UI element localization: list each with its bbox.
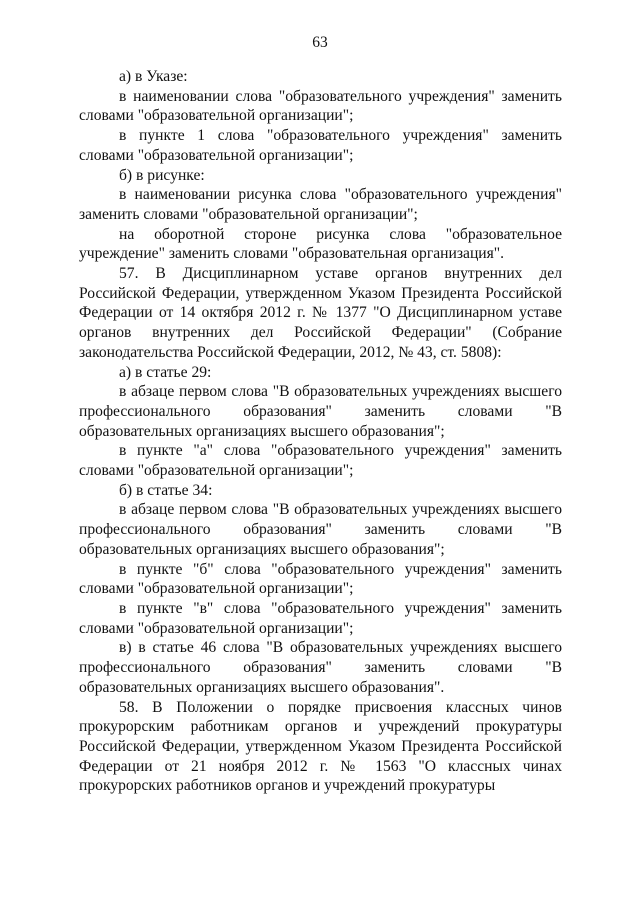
paragraph: в абзаце первом слова "В образовательных учреждениях высшего профессионального образования" заменить словами "В образовательных организациях высшего образования"; — [79, 383, 562, 440]
paragraph: в пункте "в" слова "образовательного учреждения" заменить словами "образовательной организации"; — [79, 599, 562, 637]
paragraph: б) в рисунке: — [119, 166, 205, 184]
paragraph: в) в статье 46 слова "В образовательных учреждениях высшего профессионального образования" заменить словами "В образовательных организациях высшего образования". — [79, 639, 562, 696]
document-body — [79, 67, 562, 796]
paragraph: в наименовании рисунка слова "образовательного учреждения" заменить словами "образовательной организации"; — [79, 186, 562, 223]
paragraph: б) в статье 34: — [119, 481, 213, 499]
paragraph: 58. В Положении о порядке присвоения классных чинов прокурорским работникам органов и учреждений прокуратуры Российской Федерации, утвержденном Указом Президента Российской Федерации от 21 ноября 2012 г. № 1563 "О классных чинах прокурорских работников органов и учреждений прокуратуры — [79, 698, 562, 795]
paragraph: а) в статье 29: — [119, 363, 212, 381]
paragraph: а) в Указе: — [119, 68, 188, 85]
paragraph: в пункте "б" слова "образовательного учреждения" заменить словами "образовательной организации"; — [79, 560, 562, 598]
paragraph: в пункте "а" слова "образовательного учреждения" заменить словами "образовательной организации"; — [79, 442, 562, 480]
paragraph: в абзаце первом слова "В образовательных учреждениях высшего профессионального образования" заменить словами "В образовательных организациях высшего образования"; — [79, 501, 562, 558]
paragraph: в пункте 1 слова "образовательного учреждения" заменить словами "образовательной организации"; — [79, 127, 562, 164]
paragraph: в наименовании слова "образовательного учреждения" заменить словами "образовательной организации"; — [79, 87, 562, 125]
paragraph: 57. В Дисциплинарном уставе органов внутренних дел Российской Федерации, утвержденном Указом Президента Российской Федерации от 14 октября 2012 г. № 1377 "О Дисциплинарном уставе органов внутренних дел Российской Федерации" (Собрание законодательства Российской Федерации, 2012, № 43, ст. 5808): — [79, 265, 562, 361]
page-number: 63 — [312, 34, 328, 51]
paragraph: на оборотной стороне рисунка слова "образовательное учреждение" заменить словами "образовательная организация". — [79, 225, 562, 263]
